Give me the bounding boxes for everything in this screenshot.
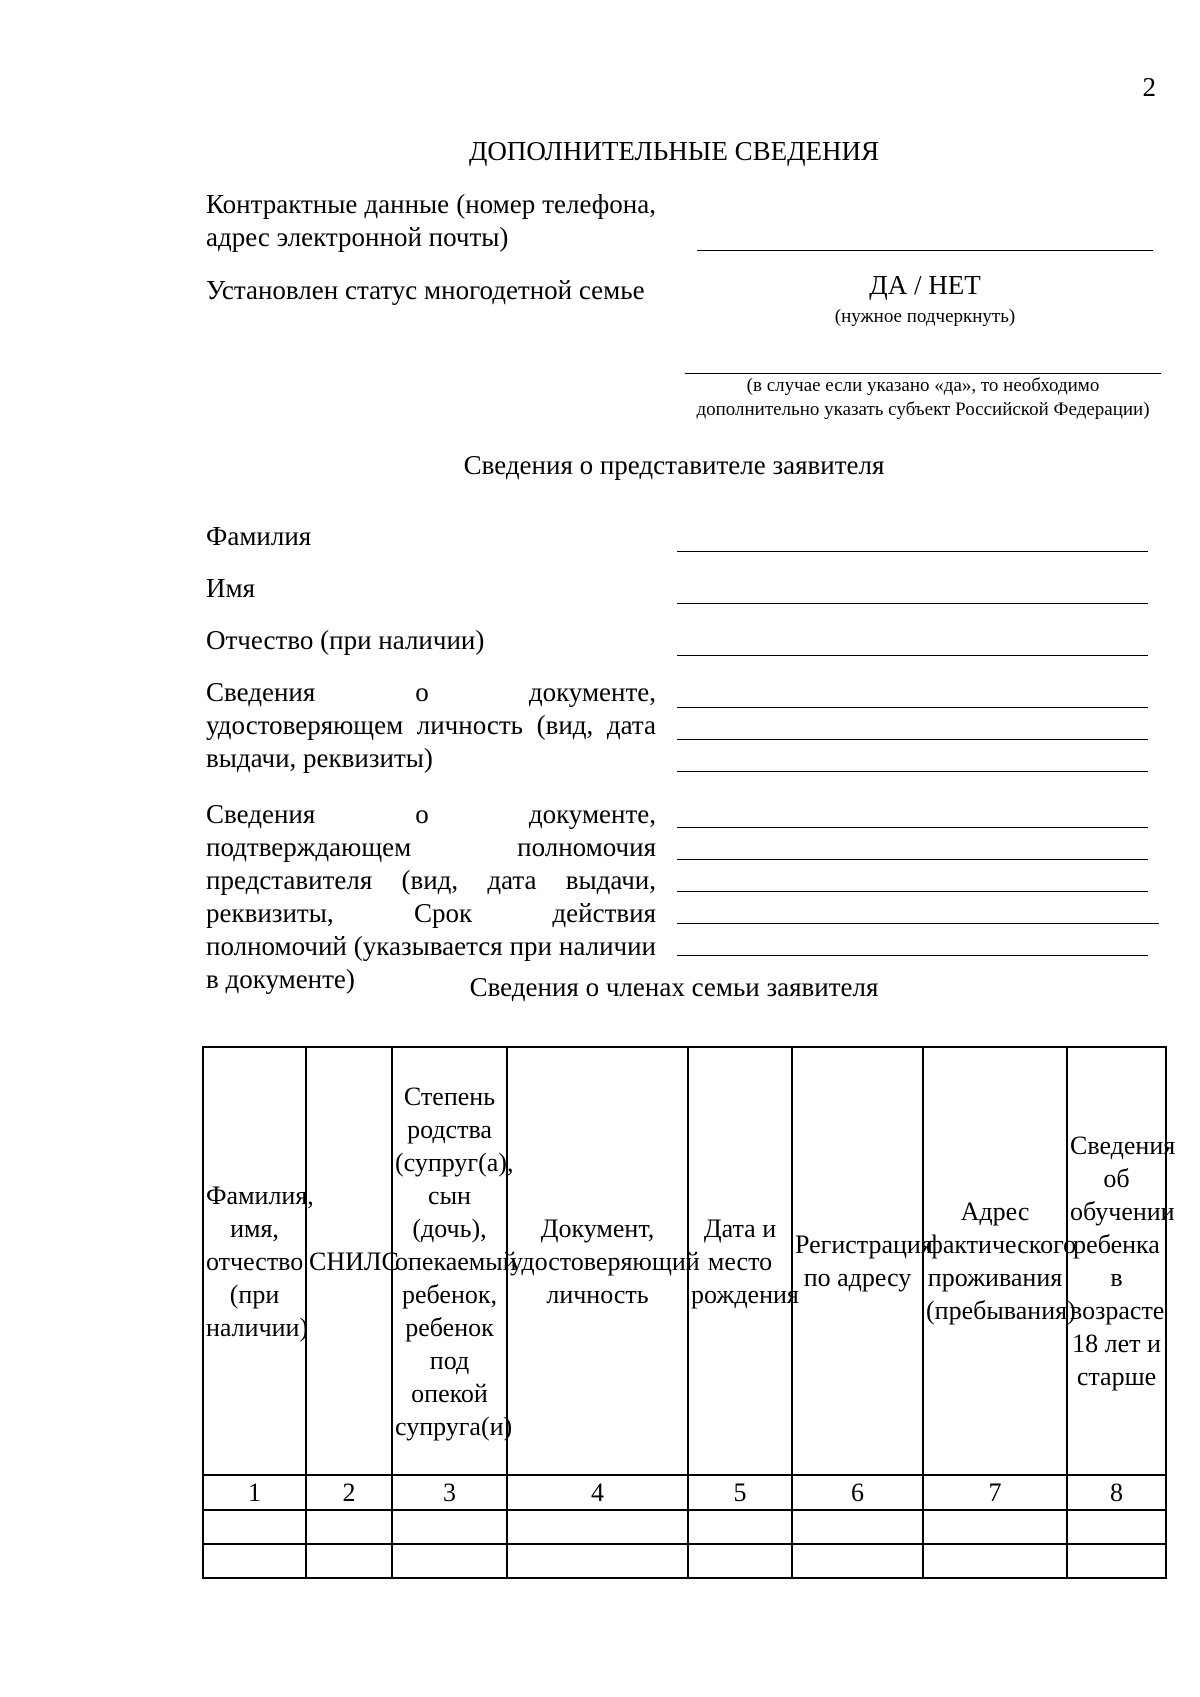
table-cell[interactable] (1067, 1544, 1166, 1578)
authority-doc-field-1[interactable] (677, 827, 1148, 828)
column-header-fio: Фамилия, имя, отчество (при наличии) (203, 1047, 306, 1475)
authority-doc-field-5[interactable] (677, 955, 1148, 956)
column-header-relation: Степень родства (супруг(а), сын (дочь), опекаемый ребенок, ребенок под опекой супруга(и) (392, 1047, 507, 1475)
authority-doc-field-2[interactable] (677, 859, 1148, 860)
table-cell[interactable] (923, 1510, 1067, 1544)
name-field[interactable] (677, 603, 1148, 604)
contacts-label: Контрактные данные (номер телефона, адрес электронной почты) (206, 189, 656, 252)
table-row (203, 1544, 1166, 1578)
column-number: 6 (792, 1475, 923, 1510)
surname-field[interactable] (677, 551, 1148, 552)
table-cell[interactable] (203, 1510, 306, 1544)
identity-doc-field-1[interactable] (677, 707, 1148, 708)
column-number: 3 (392, 1475, 507, 1510)
contacts-field[interactable] (697, 250, 1153, 251)
column-header-identity-doc: Документ, удостоверяющий личность (507, 1047, 688, 1475)
column-number: 2 (306, 1475, 392, 1510)
page-number: 2 (1142, 72, 1156, 102)
patronymic-field[interactable] (677, 655, 1148, 656)
table-row (203, 1510, 1166, 1544)
column-number: 5 (688, 1475, 792, 1510)
table-cell[interactable] (306, 1544, 392, 1578)
patronymic-label: Отчество (при наличии) (206, 625, 485, 655)
table-cell[interactable] (923, 1544, 1067, 1578)
table-cell[interactable] (688, 1544, 792, 1578)
identity-doc-label: Сведения о документе, удостоверяющем личность (вид, дата выдачи, реквизиты) (206, 677, 656, 773)
table-cell[interactable] (392, 1510, 507, 1544)
table-cell[interactable] (792, 1510, 923, 1544)
table-header-row (203, 1047, 1166, 1475)
page-title: ДОПОЛНИТЕЛЬНЫЕ СВЕДЕНИЯ (468, 136, 880, 166)
surname-label: Фамилия (206, 521, 312, 551)
table-cell[interactable] (792, 1544, 923, 1578)
table-cell[interactable] (392, 1544, 507, 1578)
authority-doc-field-3[interactable] (677, 891, 1148, 892)
identity-doc-field-3[interactable] (677, 771, 1148, 772)
family-members-table (202, 1046, 1176, 1579)
region-note: (в случае если указано «да», то необходимо дополнительно указать субъект Российской Федерации) (696, 375, 1150, 420)
yes-no-choice[interactable]: ДА / НЕТ (869, 270, 981, 300)
column-header-registration: Регистрация по адресу (792, 1047, 923, 1475)
authority-doc-label: Сведения о документе, подтверждающем полномочия представителя (вид, дата выдачи, реквизиты, Срок действия полномочий (указывается при наличии в документе) (206, 799, 656, 994)
table-cell[interactable] (306, 1510, 392, 1544)
column-header-birth: Дата и место рождения (688, 1047, 792, 1475)
authority-doc-field-4[interactable] (677, 923, 1159, 924)
column-number: 7 (923, 1475, 1067, 1510)
column-number-row (203, 1475, 1166, 1510)
table-cell[interactable] (203, 1544, 306, 1578)
column-header-snils: СНИЛС (306, 1047, 392, 1475)
name-label: Имя (206, 573, 256, 603)
column-number: 4 (507, 1475, 688, 1510)
table-cell[interactable] (688, 1510, 792, 1544)
family-title: Сведения о членах семьи заявителя (469, 972, 879, 1002)
table-cell[interactable] (507, 1544, 688, 1578)
column-number: 8 (1067, 1475, 1166, 1510)
table-cell[interactable] (507, 1510, 688, 1544)
representative-title: Сведения о представителе заявителя (463, 450, 885, 480)
table-cell[interactable] (1067, 1510, 1166, 1544)
identity-doc-field-2[interactable] (677, 739, 1148, 740)
column-number: 1 (203, 1475, 306, 1510)
large-family-label: Установлен статус многодетной семье (206, 275, 645, 305)
column-header-education: Сведения об обучении ребенка в возрасте 18 лет и старше (1067, 1047, 1166, 1475)
yes-no-hint: (нужное подчеркнуть) (834, 306, 1016, 327)
column-header-actual-address: Адрес фактического проживания (пребывания) (923, 1047, 1067, 1475)
